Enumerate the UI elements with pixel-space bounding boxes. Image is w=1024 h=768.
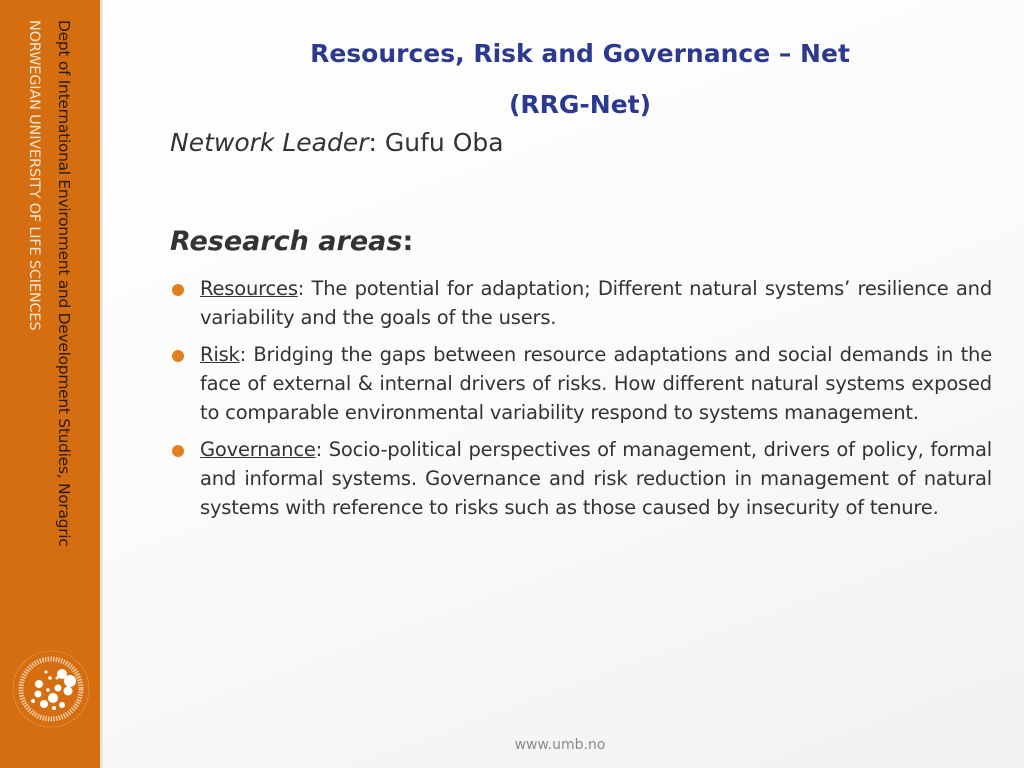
item-term: Risk xyxy=(200,343,240,366)
research-heading-colon: : xyxy=(402,226,414,257)
footer-url: www.umb.no xyxy=(514,737,606,753)
research-heading-text: Research areas xyxy=(170,226,403,257)
list-item xyxy=(170,340,992,427)
item-text: : Bridging the gaps between resource adaptations and social demands in the face of external & internal drivers of risks. How different natural systems exposed to comparable environmental variability respond to systems management. xyxy=(200,343,992,424)
bullet-icon xyxy=(172,350,184,362)
item-term: Governance xyxy=(200,438,316,461)
slide-title xyxy=(140,28,1020,130)
bullet-icon xyxy=(172,445,184,457)
research-list xyxy=(170,274,992,530)
leader-sep: : xyxy=(368,128,377,157)
item-term: Resources xyxy=(200,277,298,300)
list-item xyxy=(170,435,992,522)
research-heading xyxy=(170,226,413,257)
sidebar xyxy=(0,0,103,768)
list-item xyxy=(170,274,992,332)
item-text: : The potential for adaptation; Different natural systems’ resilience and variability and the goals of the users. xyxy=(200,277,992,329)
university-label: NORWEGIAN UNIVERSITY OF LIFE SCIENCES xyxy=(26,20,42,331)
department-label: Dept of International Environment and Development Studies, Noragric xyxy=(55,20,73,547)
item-text: : Socio-political perspectives of management, drivers of policy, formal and informal systems. Governance and risk reduction in management of natural systems with reference to risks such as those caused by insecurity of tenure. xyxy=(200,438,992,519)
network-leader xyxy=(170,128,504,157)
leader-name: Gufu Oba xyxy=(376,128,504,157)
bullet-icon xyxy=(172,284,184,296)
title-line-1: Resources, Risk and Governance – Net xyxy=(310,39,850,68)
title-line-2: (RRG-Net) xyxy=(508,90,652,119)
university-logo-icon xyxy=(10,648,92,730)
leader-label: Network Leader xyxy=(170,128,369,157)
